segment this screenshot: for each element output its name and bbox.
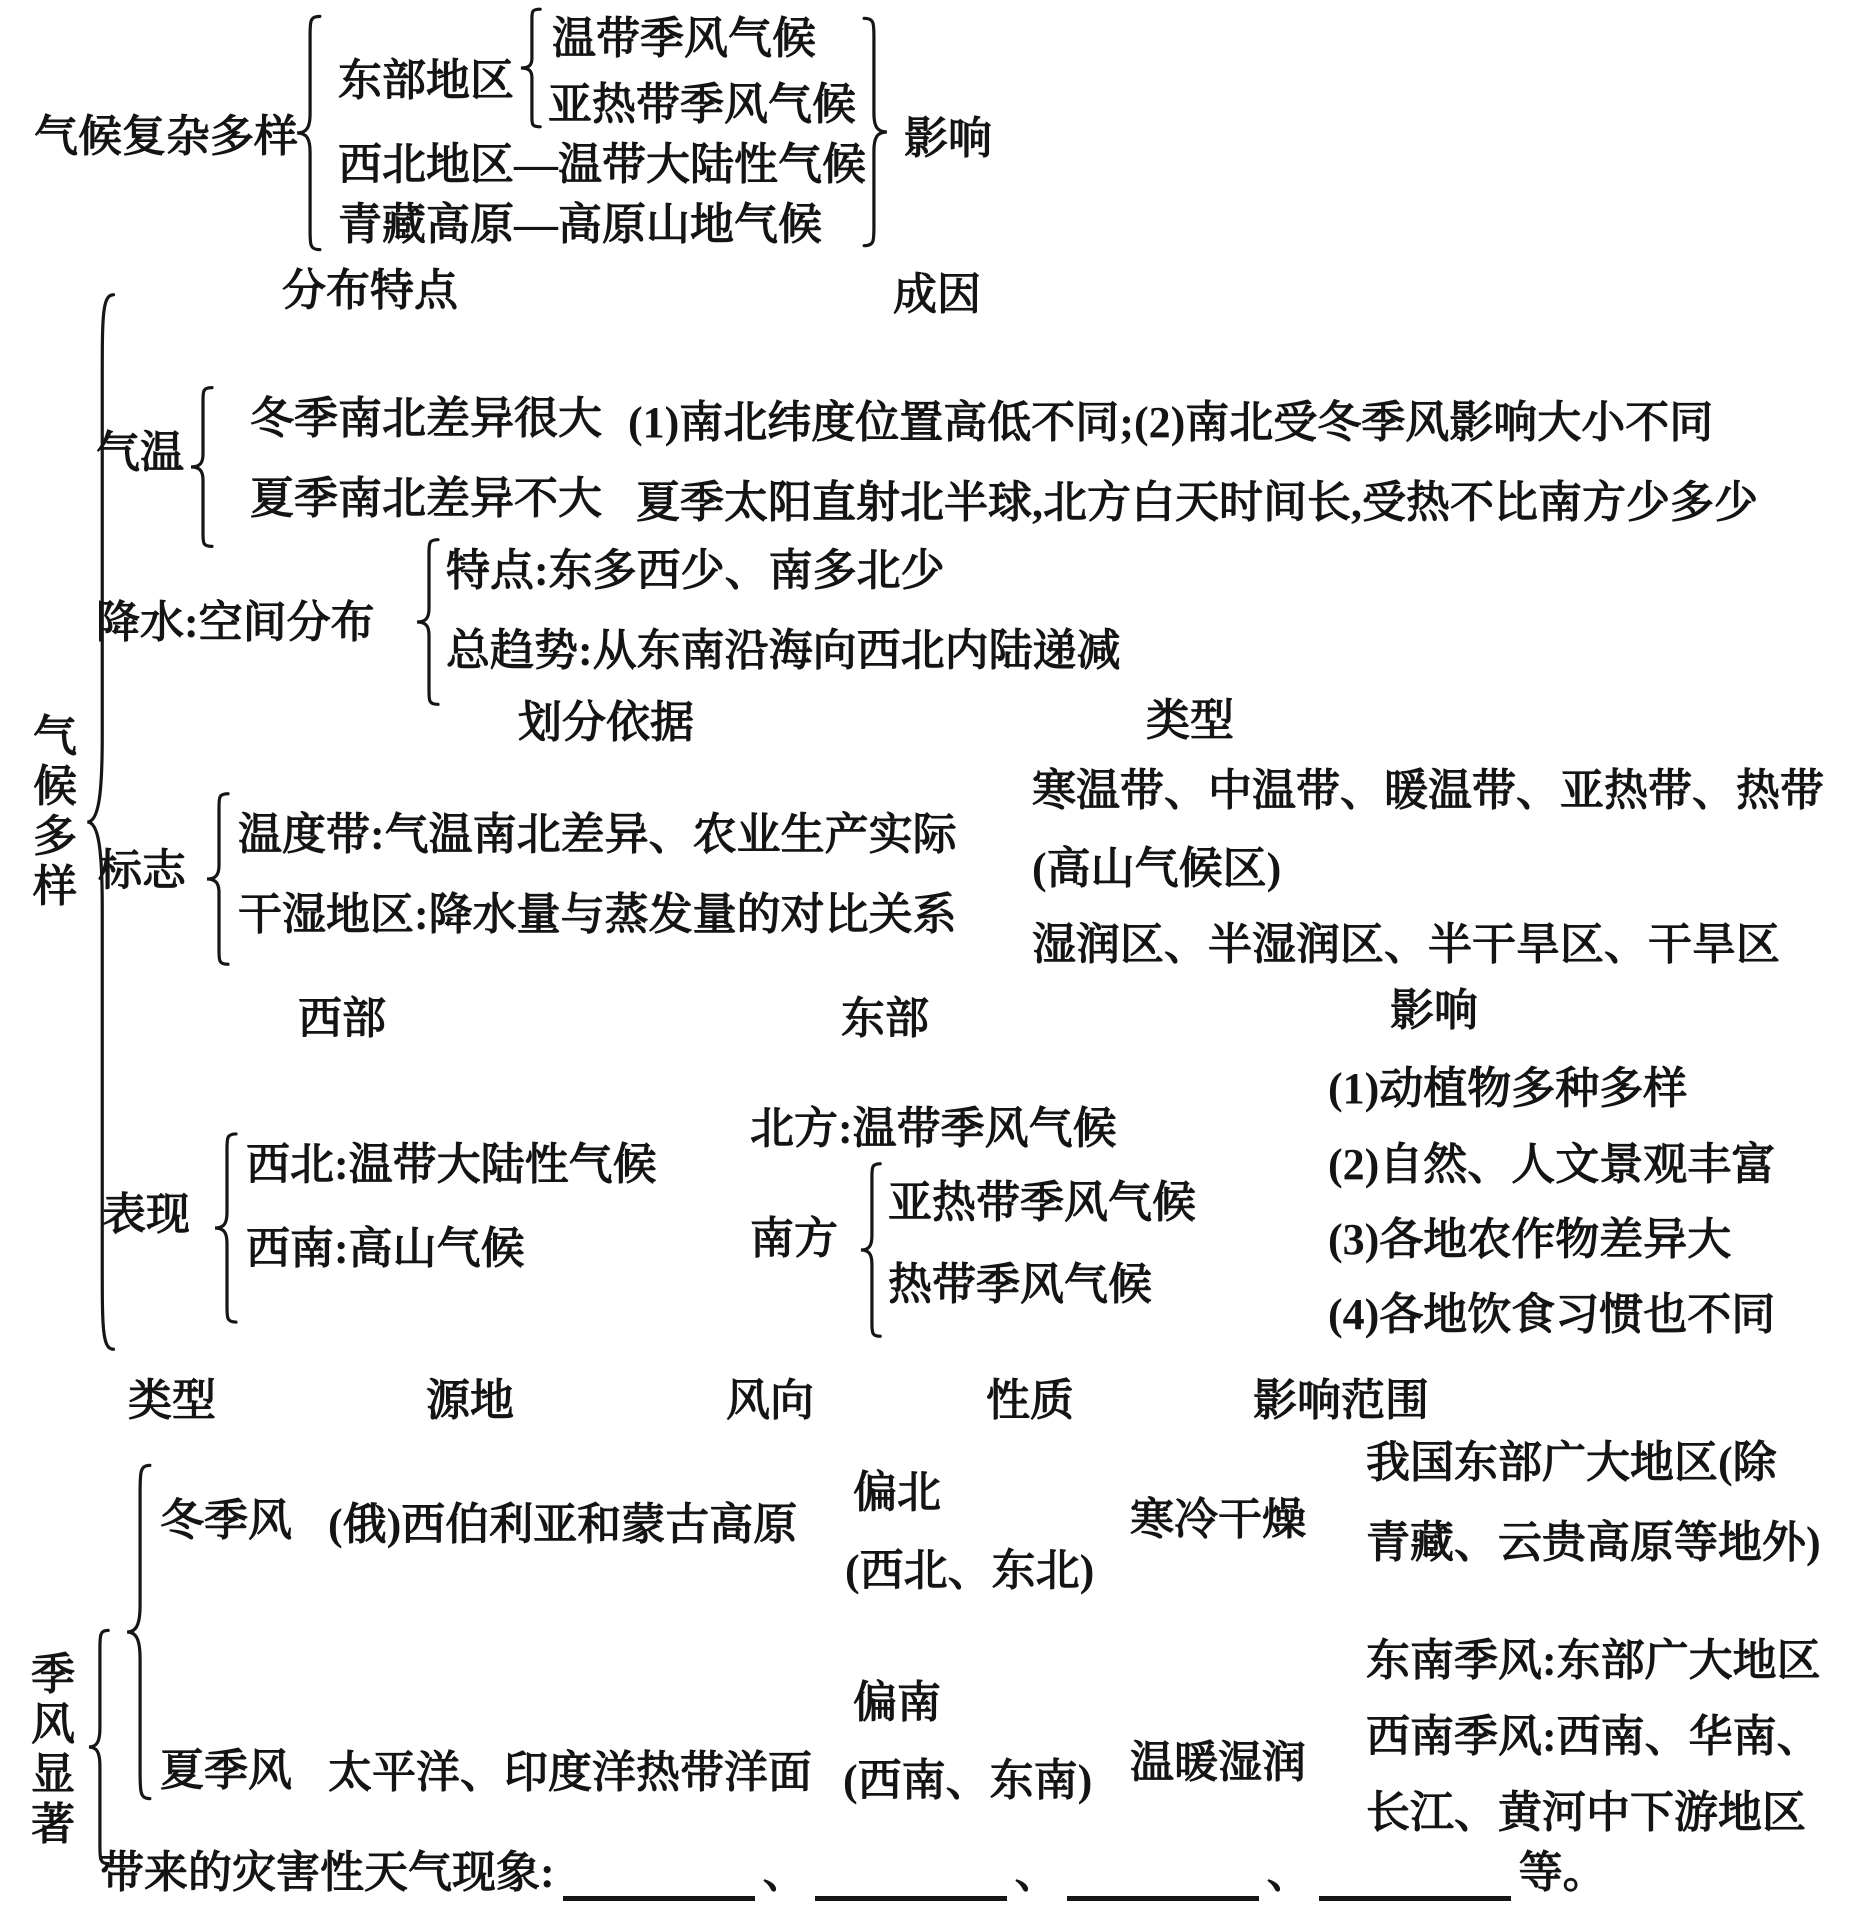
brace-climate-complex-open [296, 14, 322, 252]
column-header-nature: 性质 [986, 1376, 1074, 1425]
brace-monsoon-outer-open [88, 1628, 110, 1866]
column-header-direction: 风向 [726, 1376, 814, 1425]
node-summer-cause: 夏季太阳直射北半球,北方白天时间长,受热不比南方少多少 [636, 478, 1758, 527]
node-winter-range-line2: 青藏、云贵高原等地外) [1366, 1518, 1821, 1567]
node-winter-monsoon: 冬季风 [160, 1496, 292, 1545]
node-southwest-climate: 西南:高山气候 [246, 1224, 525, 1273]
node-dry-wet-basis: 干湿地区:降水量与蒸发量的对比关系 [238, 890, 957, 939]
brace-precipitation-open [416, 538, 440, 706]
header-east: 东部 [841, 994, 929, 1043]
disaster-weather-line [100, 1848, 1607, 1901]
node-winter-direction-detail: (西北、东北) [845, 1546, 1095, 1595]
brace-temperature-open [190, 386, 214, 548]
node-precip-feature: 特点:东多西少、南多北少 [446, 546, 945, 595]
node-summer-feature: 夏季南北差异不大 [250, 474, 602, 523]
node-winter-source: (俄)西伯利亚和蒙古高原 [328, 1500, 798, 1549]
list-separator: 、 [762, 1848, 807, 1897]
header-cause: 成因 [893, 270, 981, 319]
node-winter-feature: 冬季南北差异很大 [250, 394, 602, 443]
node-climate-diverse: 气候多样 [33, 712, 77, 911]
list-separator: 、 [1014, 1848, 1059, 1897]
node-climate-complex: 气候复杂多样 [34, 112, 298, 161]
answer-blank-1 [563, 1852, 755, 1901]
node-manifestation-label: 表现 [102, 1190, 190, 1239]
node-qingzang-plateau: 青藏高原—高原山地气候 [338, 200, 822, 249]
header-influence: 影响 [1390, 986, 1478, 1035]
answer-blank-4 [1319, 1852, 1511, 1901]
node-summer-range-line2: 西南季风:西南、华南、 [1366, 1712, 1821, 1761]
node-summer-nature: 温暖湿润 [1130, 1738, 1306, 1787]
node-northwest-region: 西北地区—温带大陆性气候 [338, 140, 866, 189]
header-basis: 划分依据 [518, 698, 694, 747]
answer-blank-3 [1067, 1852, 1259, 1901]
brace-east-region-open [520, 8, 542, 128]
brace-indicator-open [206, 792, 230, 966]
node-influence-1: (1)动植物多种多样 [1328, 1064, 1688, 1113]
brace-manifestation-open [214, 1132, 238, 1324]
node-north-climate: 北方:温带季风气候 [750, 1104, 1117, 1153]
node-winter-cause: (1)南北纬度位置高低不同;(2)南北受冬季风影响大小不同 [628, 398, 1714, 447]
brace-influence-close [862, 16, 888, 248]
list-separator: 、 [1266, 1848, 1311, 1897]
disaster-line-label: 带来的灾害性天气现象: [100, 1848, 555, 1897]
node-precipitation-label: 降水:空间分布 [96, 598, 375, 647]
node-east-region: 东部地区 [338, 56, 514, 105]
disaster-line-suffix: 等。 [1518, 1848, 1607, 1897]
column-header-type: 类型 [128, 1376, 216, 1425]
node-summer-range-line3: 长江、黄河中下游地区 [1366, 1788, 1806, 1837]
brace-south-open [860, 1162, 882, 1338]
node-influence-4: (4)各地饮食习惯也不同 [1328, 1290, 1776, 1339]
node-indicator-label: 标志 [98, 846, 186, 895]
node-winter-nature: 寒冷干燥 [1130, 1495, 1306, 1544]
header-west: 西部 [298, 994, 386, 1043]
header-type: 类型 [1146, 696, 1234, 745]
node-humidity-zones-list: 湿润区、半湿润区、半干旱区、干旱区 [1032, 920, 1780, 969]
node-summer-range-line1: 东南季风:东部广大地区 [1366, 1636, 1821, 1685]
node-northwest-climate: 西北:温带大陆性气候 [246, 1140, 657, 1189]
node-temperate-monsoon: 温带季风气候 [552, 14, 816, 63]
brace-monsoon-inner-open [126, 1462, 152, 1802]
node-temp-zones-list: 寒温带、中温带、暖温带、亚热带、热带 [1032, 766, 1824, 815]
node-summer-source: 太平洋、印度洋热带洋面 [328, 1748, 812, 1797]
answer-blank-2 [815, 1852, 1007, 1901]
node-summer-direction: 偏南 [853, 1678, 941, 1727]
node-south-subtropical: 亚热带季风气候 [888, 1178, 1196, 1227]
node-influence-2: (2)自然、人文景观丰富 [1328, 1140, 1776, 1189]
node-precip-trend: 总趋势:从东南沿海向西北内陆递减 [446, 626, 1121, 675]
node-south-label: 南方 [750, 1214, 838, 1263]
node-winter-range-line1: 我国东部广大地区(除 [1366, 1438, 1777, 1487]
node-summer-monsoon: 夏季风 [160, 1746, 292, 1795]
column-header-range: 影响范围 [1253, 1376, 1429, 1425]
node-subtropical-monsoon: 亚热带季风气候 [548, 80, 856, 129]
node-top-influence: 影响 [904, 114, 992, 163]
node-monsoon-significant: 季风显著 [31, 1650, 75, 1849]
node-winter-direction: 偏北 [853, 1468, 941, 1517]
node-temperature-label: 气温 [96, 428, 184, 477]
node-temp-zone-basis: 温度带:气温南北差异、农业生产实际 [238, 810, 957, 859]
column-header-source: 源地 [426, 1376, 514, 1425]
node-influence-3: (3)各地农作物差异大 [1328, 1215, 1732, 1264]
node-south-tropical: 热带季风气候 [888, 1260, 1152, 1309]
header-distribution: 分布特点 [282, 266, 458, 315]
node-summer-direction-detail: (西南、东南) [843, 1756, 1093, 1805]
node-alpine-zone: (高山气候区) [1032, 844, 1282, 893]
